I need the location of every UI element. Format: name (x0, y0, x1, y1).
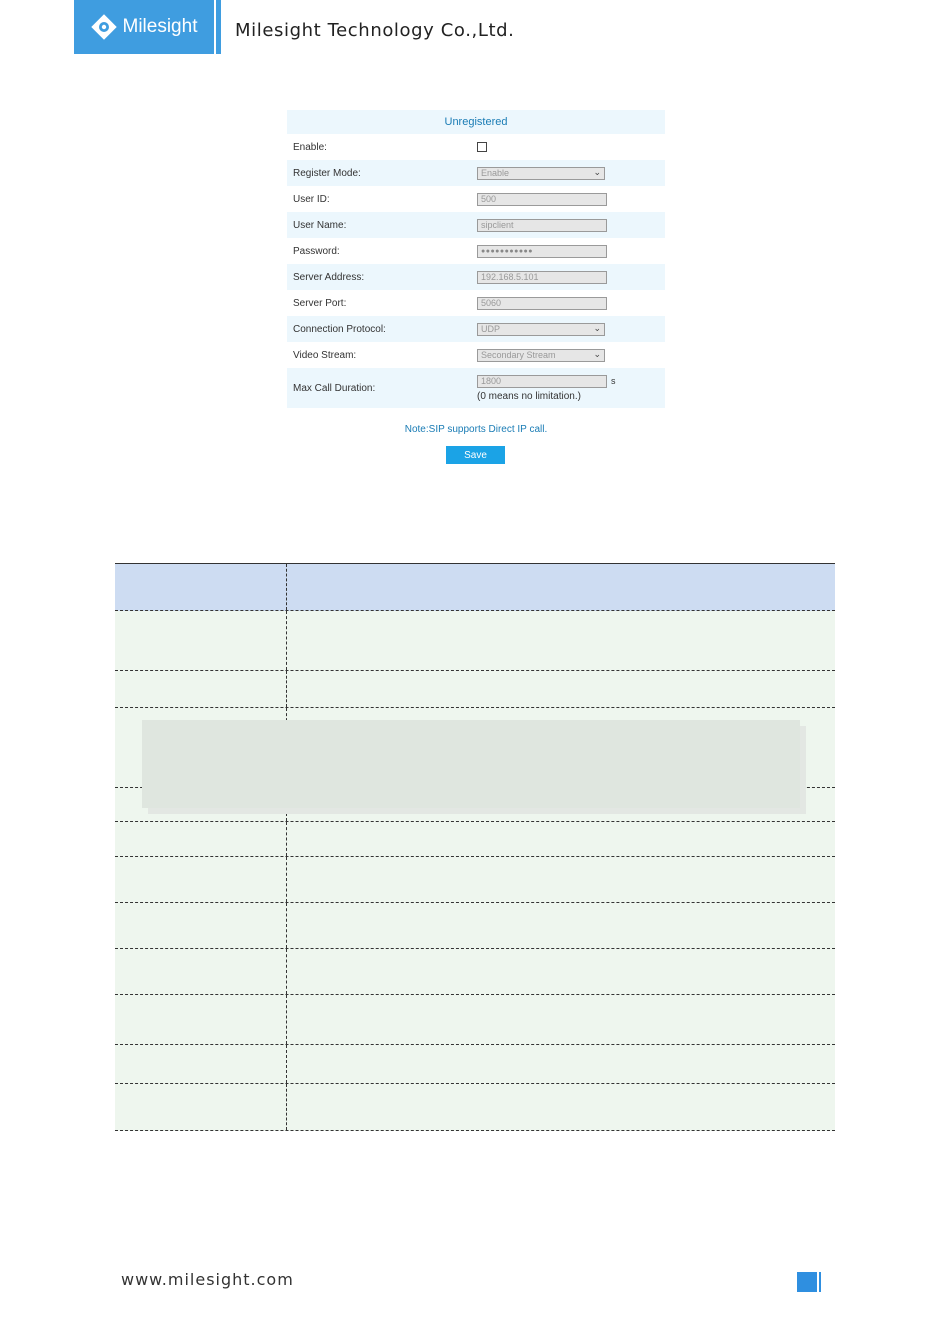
sip-note: Note:SIP supports Direct IP call. (404, 424, 548, 435)
password-label: Password: (293, 245, 340, 257)
table-cell (115, 903, 287, 948)
parameter-table (115, 563, 835, 1131)
table-cell (115, 857, 287, 902)
password-row (287, 238, 665, 264)
video-stream-value: Secondary Stream (481, 349, 556, 360)
max-call-duration-label: Max Call Duration: (293, 382, 376, 394)
table-cell (115, 822, 287, 856)
max-call-duration-unit: s (611, 376, 616, 386)
table-cell (287, 903, 835, 948)
max-call-duration-row (287, 368, 665, 408)
user-name-label: User Name: (293, 219, 347, 231)
server-port-row (287, 290, 665, 316)
chevron-down-icon: ⌄ (593, 348, 601, 359)
video-stream-label: Video Stream: (293, 349, 357, 361)
table-cell (287, 611, 835, 670)
register-mode-value: Enable (481, 167, 510, 178)
milesight-logo-icon (91, 14, 117, 40)
table-row (115, 671, 835, 708)
logo-text: Milesight (122, 16, 198, 37)
table-cell (287, 822, 835, 856)
table-cell (287, 949, 835, 994)
user-name-row (287, 212, 665, 238)
user-id-label: User ID: (293, 193, 330, 205)
registration-status (287, 110, 665, 134)
company-name: Milesight Technology Co.,Ltd. (235, 20, 515, 41)
table-row (115, 1045, 835, 1084)
connection-protocol-label: Connection Protocol: (293, 323, 386, 335)
sip-settings-form (287, 110, 665, 408)
table-cell (115, 949, 287, 994)
brand-logo (74, 0, 214, 54)
enable-checkbox[interactable] (477, 142, 487, 152)
server-port-input[interactable]: 5060 (477, 297, 607, 310)
table-header-row (115, 563, 835, 611)
connection-protocol-row (287, 316, 665, 342)
registration-status-text: Unregistered (444, 116, 508, 128)
server-address-label: Server Address: (293, 271, 365, 283)
table-row (115, 903, 835, 949)
enable-label: Enable: (293, 141, 327, 153)
table-cell (115, 1045, 287, 1083)
table-row (115, 1084, 835, 1131)
table-cell (287, 995, 835, 1044)
table-cell (287, 1084, 835, 1130)
connection-protocol-select[interactable] (477, 323, 605, 336)
user-name-input[interactable]: sipclient (477, 219, 607, 232)
enable-row (287, 134, 665, 160)
table-cell (115, 995, 287, 1044)
server-address-input[interactable]: 192.168.5.101 (477, 271, 607, 284)
register-mode-row (287, 160, 665, 186)
video-stream-row (287, 342, 665, 368)
max-call-duration-hint: (0 means no limitation.) (477, 390, 581, 402)
table-header-cell (287, 564, 835, 610)
table-cell (115, 611, 287, 670)
table-cell (115, 671, 287, 707)
page-marker (797, 1272, 817, 1292)
table-row (115, 611, 835, 671)
server-address-row (287, 264, 665, 290)
table-overlay-block (142, 720, 800, 808)
save-button[interactable]: Save (446, 446, 505, 464)
table-cell (287, 857, 835, 902)
register-mode-label: Register Mode: (293, 167, 361, 179)
table-header-cell (115, 564, 287, 610)
user-id-input[interactable]: 500 (477, 193, 607, 206)
chevron-down-icon: ⌄ (593, 166, 601, 177)
table-row (115, 949, 835, 995)
page-marker-bar (819, 1272, 821, 1292)
password-input[interactable]: ●●●●●●●●●●● (477, 245, 607, 258)
video-stream-select[interactable] (477, 349, 605, 362)
table-row (115, 822, 835, 857)
footer-url: www.milesight.com (121, 1270, 294, 1289)
table-row (115, 857, 835, 903)
server-port-label: Server Port: (293, 297, 347, 309)
table-row (115, 995, 835, 1045)
table-cell (115, 1084, 287, 1130)
max-call-duration-input[interactable]: 1800 (477, 375, 607, 388)
table-cell (287, 671, 835, 707)
connection-protocol-value: UDP (481, 323, 501, 334)
logo-divider (216, 0, 221, 54)
chevron-down-icon: ⌄ (593, 322, 601, 333)
user-id-row (287, 186, 665, 212)
register-mode-select[interactable] (477, 167, 605, 180)
table-cell (287, 1045, 835, 1083)
